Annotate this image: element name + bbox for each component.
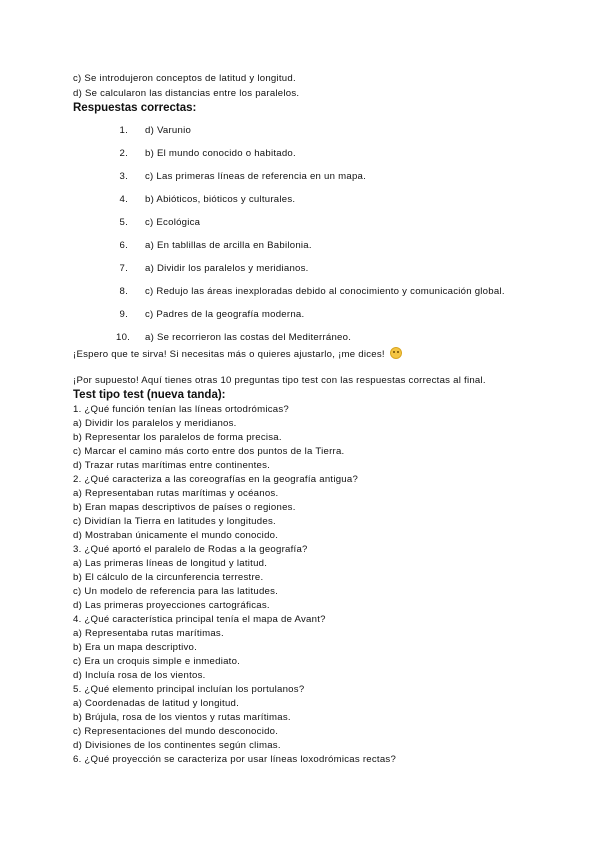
answer-number: 9. [119, 309, 128, 320]
answer-text: a) Se recorrieron las costas del Mediterráneo. [145, 332, 352, 343]
option-text: a) Las primeras líneas de longitud y latitud. [73, 558, 268, 569]
option-text: b) El cálculo de la circunferencia terrestre. [73, 572, 264, 583]
answer-text: c) Redujo las áreas inexploradas debido al conocimiento y comunicación global. [145, 286, 505, 297]
answer-number: 3. [119, 171, 128, 182]
answer-text: d) Varunio [145, 125, 192, 136]
question-text: 2. ¿Qué caracteriza a las coreografías en la geografía antigua? [73, 474, 359, 485]
option-text: d) Trazar rutas marítimas entre continentes. [73, 460, 271, 471]
option-text: a) Representaba rutas marítimas. [73, 628, 224, 639]
answer-text: c) Padres de la geografía moderna. [145, 309, 305, 320]
smiling-face-icon [390, 347, 402, 359]
option-text: c) Era un croquis simple e inmediato. [73, 656, 241, 667]
answer-text: c) Las primeras líneas de referencia en un mapa. [145, 171, 367, 182]
question-text: 4. ¿Qué característica principal tenía el mapa de Avant? [73, 614, 326, 625]
option-text: a) Representaban rutas marítimas y océanos. [73, 488, 279, 499]
option-text: c) Marcar el camino más corto entre dos puntos de la Tierra. [73, 446, 345, 457]
answer-number: 1. [119, 125, 128, 136]
new-intro-line: ¡Por supuesto! Aquí tienes otras 10 preguntas tipo test con las respuestas correctas al final. [73, 375, 486, 386]
answer-text: a) En tablillas de arcilla en Babilonia. [145, 240, 312, 251]
answer-text: a) Dividir los paralelos y meridianos. [145, 263, 309, 274]
option-text: c) Representaciones del mundo desconocido. [73, 726, 279, 737]
option-text: d) Divisiones de los continentes según climas. [73, 740, 281, 751]
answer-number: 6. [119, 240, 128, 251]
closing-text: ¡Espero que te sirva! Si necesitas más o quieres ajustarlo, ¡me dices! [73, 349, 385, 360]
answer-number: 10. [116, 332, 131, 343]
question-text: 1. ¿Qué función tenían las líneas ortodrómicas? [73, 404, 289, 415]
answer-number: 5. [119, 217, 128, 228]
option-text: b) Representar los paralelos de forma precisa. [73, 432, 282, 443]
option-text: c) Un modelo de referencia para las latitudes. [73, 586, 279, 597]
intro-line: c) Se introdujeron conceptos de latitud y longitud. [73, 73, 296, 84]
answer-text: c) Ecológica [145, 217, 201, 228]
option-text: d) Las primeras proyecciones cartográficas. [73, 600, 270, 611]
answer-number: 2. [119, 148, 128, 159]
answer-number: 8. [119, 286, 128, 297]
answer-text: b) El mundo conocido o habitado. [145, 148, 296, 159]
question-text: 6. ¿Qué proyección se caracteriza por usar líneas loxodrómicas rectas? [73, 754, 397, 765]
closing-line [73, 347, 402, 361]
option-text: a) Dividir los paralelos y meridianos. [73, 418, 237, 429]
question-text: 5. ¿Qué elemento principal incluían los portulanos? [73, 684, 305, 695]
test-heading: Test tipo test (nueva tanda): [73, 389, 226, 401]
answer-number: 7. [119, 263, 128, 274]
answer-number: 4. [119, 194, 128, 205]
option-text: b) Eran mapas descriptivos de países o regiones. [73, 502, 296, 513]
option-text: d) Incluía rosa de los vientos. [73, 670, 206, 681]
answer-text: b) Abióticos, bióticos y culturales. [145, 194, 296, 205]
option-text: a) Coordenadas de latitud y longitud. [73, 698, 240, 709]
option-text: d) Mostraban únicamente el mundo conocido. [73, 530, 279, 541]
option-text: b) Brújula, rosa de los vientos y rutas marítimas. [73, 712, 291, 723]
option-text: b) Era un mapa descriptivo. [73, 642, 198, 653]
option-text: c) Dividían la Tierra en latitudes y longitudes. [73, 516, 276, 527]
intro-line: d) Se calcularon las distancias entre los paralelos. [73, 88, 300, 99]
answers-heading: Respuestas correctas: [73, 102, 197, 114]
question-text: 3. ¿Qué aportó el paralelo de Rodas a la geografía? [73, 544, 308, 555]
